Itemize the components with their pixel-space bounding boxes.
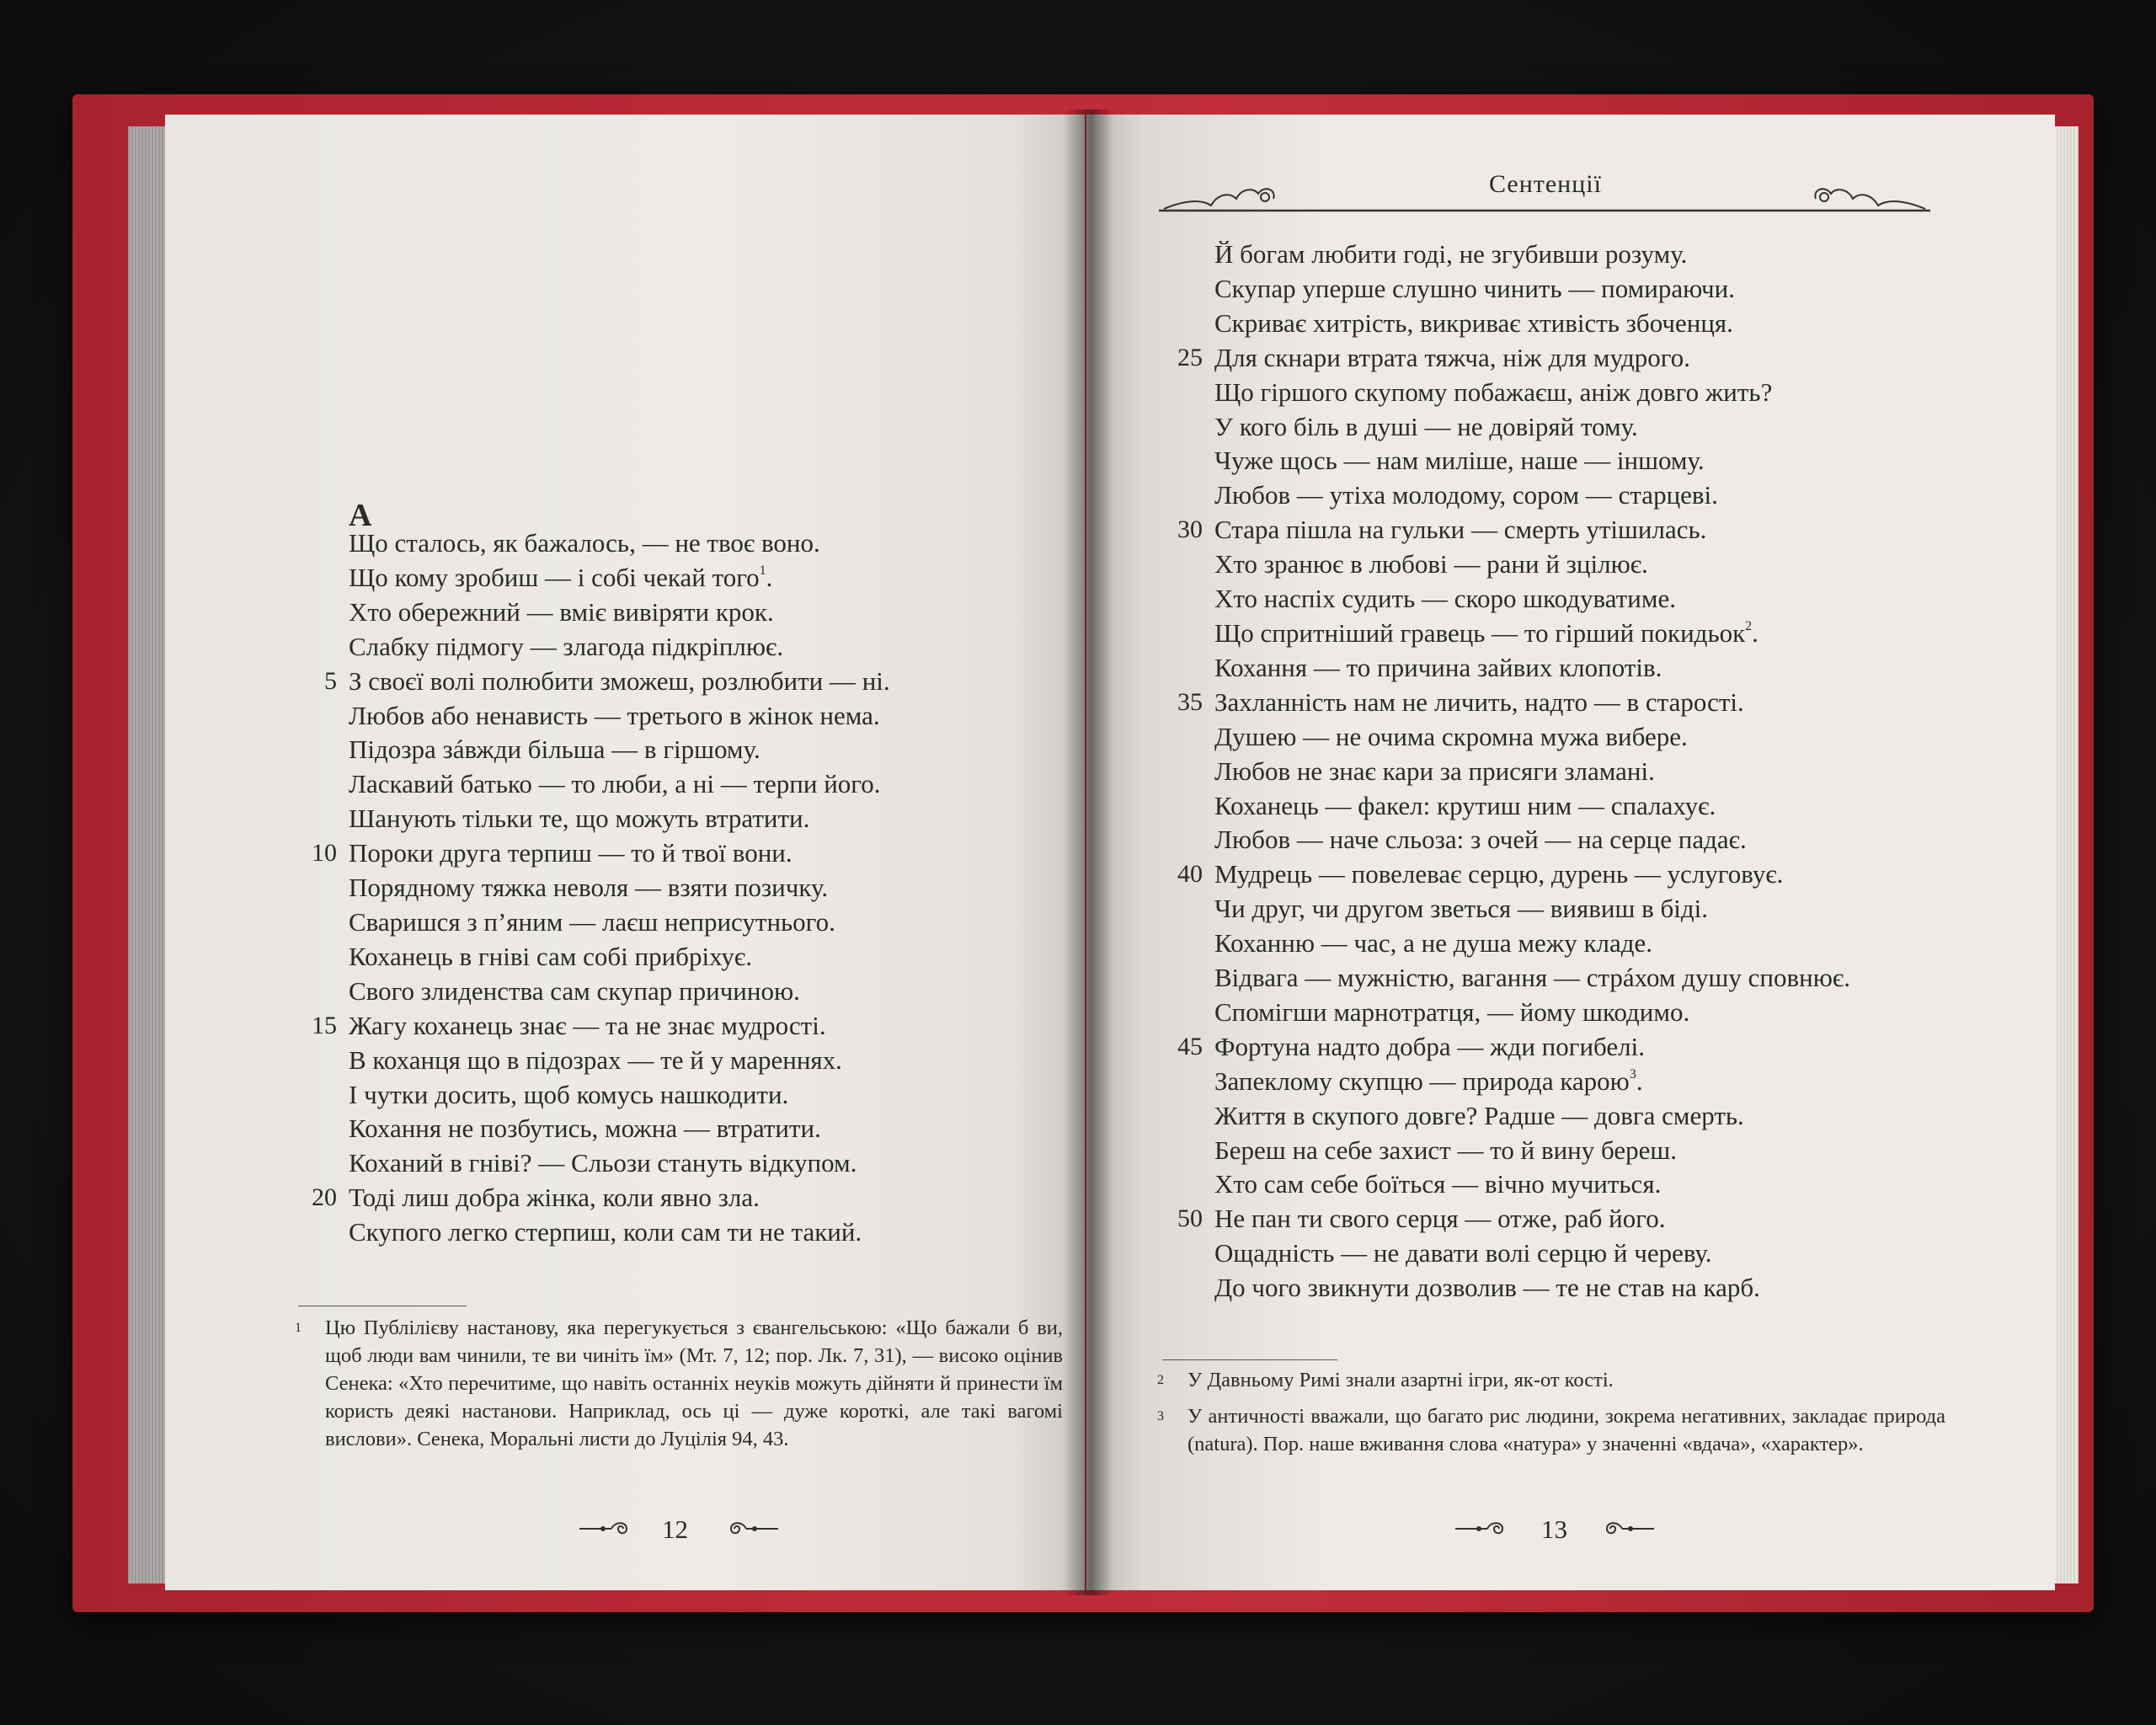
verse-text: Коханець — факел: крутиш ним — спалахує. [1214, 790, 1716, 820]
verse-line [1177, 686, 1850, 720]
verse-line [349, 630, 890, 665]
line-number: 45 [1177, 1032, 1203, 1060]
right-footnotes [1157, 1366, 1945, 1466]
verse-line [349, 1044, 890, 1078]
footnote [295, 1314, 1063, 1453]
verse-punctuation: . [766, 562, 773, 592]
verse-text: Любов або ненависть — третього в жінок нема. [349, 700, 880, 730]
folio-ornament-left-a [578, 1516, 637, 1541]
footnote-mark: 3 [1157, 1409, 1164, 1423]
verse-text: Що спритніший гравець — то гірший покидьок [1214, 617, 1746, 648]
left-footnotes [295, 1314, 1063, 1461]
verse-line [349, 1112, 890, 1146]
verse-text: Ощадність — не давати волі серцю й череву. [1214, 1238, 1712, 1268]
section-letter: А [349, 498, 372, 533]
verse-line [1214, 238, 1850, 272]
verse-line [1177, 341, 1850, 376]
footnote [1157, 1402, 1945, 1458]
verse-text: Береш на себе захист — то й вину береш. [1214, 1135, 1678, 1165]
verse-line [1214, 478, 1850, 513]
folio-ornament-right-b [1597, 1516, 1656, 1541]
footnote-mark: 1 [295, 1321, 302, 1335]
verse-text: Сваришся з п’яним — лаєш неприсутнього. [349, 906, 835, 937]
verse-text: Хто сам себе боїться — вічно мучиться. [1214, 1169, 1662, 1199]
verse-text: Для скнари втрата тяжча, ніж для мудрого. [1214, 342, 1690, 372]
verse-text: Чи друг, чи другом зветься — виявиш в біді. [1214, 894, 1708, 924]
verse-line [1177, 1030, 1850, 1065]
footnote-text: У Давньому Римі знали азартні ігри, як-от кості. [1187, 1369, 1614, 1391]
verse-text: Скупого легко стерпиш, коли сам ти не такий. [349, 1217, 862, 1247]
verse-text: До чого звикнути дозволив — те не став на карб. [1214, 1273, 1760, 1303]
verse-line [349, 595, 890, 630]
verse-text: Коханець в гніві сам собі прибріхує. [349, 941, 752, 971]
verse-line [312, 1181, 890, 1215]
verse-line [1214, 755, 1850, 789]
page-edges-left [128, 126, 167, 1583]
running-title: Сентенції [1489, 170, 1602, 198]
verse-text: Не пан ти свого серця — отже, раб його. [1214, 1204, 1666, 1234]
verse-text: Хто зранює в любові — рани й зцілює. [1214, 549, 1648, 579]
footnote-text: У античності вважали, що багато рис людини, зокрема негативних, закладає природа (natura). Пор. наше вживання слова «натура» у значенні «вдача», «характер». [1187, 1405, 1945, 1455]
verse-text: Любов — утіха молодому, сором — старцеві. [1214, 480, 1718, 510]
verse-text: Свого злиденства сам скупар причиною. [349, 975, 800, 1006]
verse-line [1214, 272, 1850, 307]
verse-text: Що сталось, як бажалось, — не твоє воно. [349, 528, 820, 558]
verse-text: Що кому зробиш — і собі чекай того [349, 562, 760, 592]
verse-line [1214, 376, 1850, 410]
verse-text: Жагу коханець знає — та не знає мудрості. [349, 1010, 826, 1040]
verse-text: Хто обережний — вміє вивіряти крок. [349, 596, 774, 627]
verse-line [1214, 961, 1850, 996]
footnote-reference: 1 [759, 563, 766, 578]
footnote-reference: 2 [1745, 618, 1753, 633]
verse-text: Пороки друга терпиш — то й твої вони. [349, 838, 792, 868]
verse-line [1214, 307, 1850, 341]
verse-line [1214, 789, 1850, 824]
verse-text: Коханню — час, а не душа межу кладе. [1214, 928, 1653, 959]
verse-text: Душею — не очима скромна мужа вибере. [1214, 721, 1688, 751]
verse-line [349, 1215, 890, 1250]
page-number-left: 12 [662, 1514, 688, 1544]
footnote-reference: 3 [1629, 1066, 1636, 1081]
verse-text: У кого біль в душі — не довіряй тому. [1214, 411, 1638, 441]
verse-text: З своєї волі полюбити зможеш, розлюбити — ні. [349, 665, 890, 696]
folio-ornament-right-a [1454, 1516, 1513, 1541]
verse-line [349, 1078, 890, 1113]
verse-text: Любов не знає кари за присяги зламані. [1214, 756, 1655, 786]
verse-text: Ласкавий батько — то люби, а ні — терпи його. [349, 769, 881, 799]
verse-punctuation: . [1752, 617, 1758, 648]
verse-line [349, 767, 890, 802]
verse-text: Чуже щось — нам миліше, наше — іншому. [1214, 446, 1705, 476]
line-number: 50 [1177, 1204, 1203, 1233]
verse-line [1214, 651, 1850, 686]
verse-text: Тоді лиш добра жінка, коли явно зла. [349, 1183, 760, 1213]
verse-text: Стара пішла на гульки — смерть утішилась. [1214, 515, 1707, 545]
verse-line [1214, 996, 1850, 1030]
footnote-rule-right [1162, 1359, 1337, 1360]
line-number: 35 [1177, 687, 1203, 716]
verse-line [1214, 444, 1850, 478]
verse-text: І чутки досить, щоб комусь нашкодити. [349, 1079, 789, 1109]
line-number: 20 [312, 1183, 337, 1212]
verse-text: Життя в скупого довге? Радше — довга смерть. [1214, 1100, 1744, 1130]
verse-text: Спомігши марнотратця, — йому шкодимо. [1214, 996, 1690, 1027]
right-verse-block [1177, 238, 1850, 1306]
line-number: 10 [312, 839, 337, 868]
verse-line [1177, 857, 1850, 892]
verse-line [312, 836, 890, 871]
verse-line [312, 1009, 890, 1044]
verse-text: Захланність нам не личить, надто — в старості. [1214, 686, 1744, 717]
verse-punctuation: . [1636, 1065, 1643, 1096]
verse-text: Й богам любити годі, не згубивши розуму. [1214, 239, 1688, 269]
verse-line [349, 940, 890, 975]
verse-text: Що гіршого скупому побажаєш, аніж довго жить? [1214, 377, 1773, 407]
verse-text: В коханця що в підозрах — те й у мареннях. [349, 1044, 842, 1075]
verse-text: Запеклому скупцю — природа карою [1214, 1065, 1630, 1096]
line-number: 15 [312, 1011, 337, 1039]
verse-line [349, 871, 890, 905]
verse-line [1214, 1134, 1850, 1168]
verse-line [1214, 410, 1850, 445]
verse-line [349, 699, 890, 734]
verse-line [349, 802, 890, 836]
left-verse-block [312, 526, 890, 1250]
verse-line [349, 905, 890, 940]
verse-text: Любов — наче сльоза: з очей — на серце падає. [1214, 825, 1747, 855]
verse-line [349, 1146, 890, 1181]
verse-text: Коханий в гніві? — Сльози стануть відкупом. [349, 1148, 857, 1178]
verse-text: Підозра зáвжди більша — в гіршому. [349, 734, 760, 765]
verse-line [1214, 1236, 1850, 1271]
verse-line [1214, 617, 1850, 651]
verse-line [1214, 582, 1850, 617]
verse-text: Мудрець — повелеває серцю, дурень — услуговує. [1214, 859, 1784, 889]
line-number: 30 [1177, 515, 1203, 544]
verse-text: Скупар уперше слушно чинить — помираючи. [1214, 273, 1735, 303]
verse-text: Шанують тільки те, що можуть втратити. [349, 804, 810, 834]
line-number: 5 [324, 666, 337, 695]
verse-text: Хто наспіх судить — скоро шкодуватиме. [1214, 584, 1676, 614]
verse-line [349, 733, 890, 767]
verse-line [1214, 547, 1850, 582]
verse-line [1214, 720, 1850, 755]
verse-line [1214, 927, 1850, 961]
verse-text: Слабку підмогу — злагода підкріплює. [349, 631, 784, 661]
verse-line [1214, 1167, 1850, 1202]
verse-text: Кохання не позбутись, можна — втратити. [349, 1114, 821, 1144]
footnote-text: Цю Публілієву настанову, яка перегукується з євангельською: «Що бажали б ви, щоб люди вам чинили, те ви чиніть їм» (Мт. 7, 12; пор. Лк. 7, 31), — високо оцінив Сенека: «Хто перечитиме, що навіть останніх неуків можуть дійняти й принести їм користь деякі настанови. Наприклад, ось ці — дуже короткі, але такі вагомі вислови». Сенека, Моральні листи до Луцілія 94, 43. [325, 1316, 1063, 1450]
verse-line [1177, 513, 1850, 547]
verse-text: Відвага — мужністю, вагання — стрáхом душу сповнює. [1214, 963, 1850, 993]
gutter-shadow [1063, 109, 1113, 1595]
footnote-mark: 2 [1157, 1373, 1164, 1387]
verse-text: Порядному тяжка неволя — взяти позичку. [349, 873, 829, 903]
line-number: 40 [1177, 860, 1203, 889]
verse-text: Кохання — то причина зайвих клопотів. [1214, 652, 1662, 682]
folio-ornament-left-b [721, 1516, 780, 1541]
line-number: 25 [1177, 343, 1203, 371]
verse-line [1214, 1271, 1850, 1306]
verse-line [1177, 1202, 1850, 1236]
verse-line [1214, 1065, 1850, 1099]
verse-line [349, 975, 890, 1009]
verse-line [1214, 892, 1850, 927]
verse-line [1214, 1099, 1850, 1134]
verse-line [1214, 823, 1850, 857]
footnote [1157, 1366, 1945, 1394]
page-number-right: 13 [1541, 1514, 1567, 1544]
verse-line [349, 526, 890, 561]
verse-line [349, 561, 890, 595]
verse-line [324, 665, 890, 699]
verse-text: Фортуна надто добра — жди погибелі. [1214, 1031, 1646, 1061]
verse-text: Скриває хитрість, викриває хтивість збоченця. [1214, 307, 1733, 338]
